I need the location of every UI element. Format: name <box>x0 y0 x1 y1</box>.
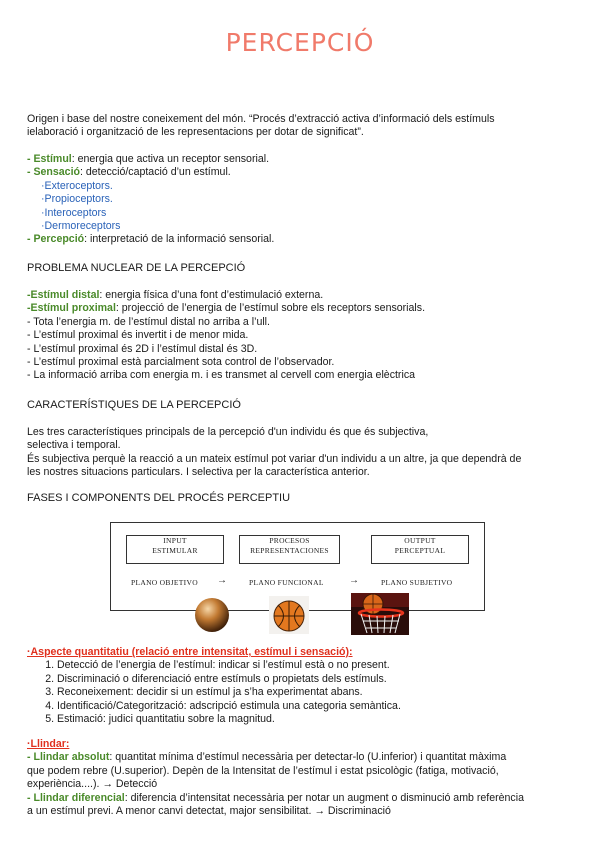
paragraph-line: Les tres característiques principals de la percepció d'un individu és que és subjectiva, <box>27 426 429 438</box>
receptor-item: ·Dermoreceptors <box>41 220 121 233</box>
section-heading-problema: PROBLEMA NUCLEAR DE LA PERCEPCIÓ <box>27 262 246 274</box>
basketball-hoop-image <box>351 593 409 635</box>
threshold-section <box>27 738 582 818</box>
list-item: 2. Discriminació o diferenciació entre estímuls o propietats dels estímuls. <box>57 673 582 686</box>
input-box <box>126 535 224 564</box>
box-line: PERCEPTUAL <box>394 546 446 555</box>
processes-box <box>239 535 340 564</box>
box-line: OUTPUT <box>404 536 436 545</box>
section-heading-quantitatiu: ·Aspecte quantitatiu (relació entre intensitat, estímul i sensació): <box>27 646 353 658</box>
definition: : energia que activa un receptor sensorial. <box>71 153 270 165</box>
receptor-item: ·Exteroceptors. <box>41 179 113 192</box>
list-item: 3. Reconeixement: decidir si un estímul ja s’ha experimentat abans. <box>57 686 582 699</box>
quantitative-section <box>27 646 582 726</box>
def-proximal <box>27 302 582 315</box>
def-llindar-absolut <box>27 751 582 764</box>
term: - Llindar diferencial <box>27 791 125 804</box>
definition: : quantitat mínima d’estímul necessària per detectar-lo (U.inferior) i quantitat màxima <box>109 751 507 764</box>
term: - Sensació <box>27 166 80 179</box>
output-box <box>371 535 469 564</box>
paragraph-line: És subjectiva perquè la reacció a un mateix estímul pot variar d'un individu a un altre, ja que dependrà de <box>27 452 522 465</box>
box-line: PROCESOS <box>269 536 310 545</box>
list-item: 5. Estimació: judici quantitatiu sobre la magnitud. <box>57 713 582 726</box>
section-heading-fases: FASES I COMPONENTS DEL PROCÉS PERCEPTIU <box>27 492 291 504</box>
plane-functional-label: PLANO FUNCIONAL <box>249 578 324 587</box>
definition: : interpretació de la informació sensorial. <box>84 233 275 246</box>
def-llindar-diferencial <box>27 792 582 805</box>
list-item: - L’estímul proximal és invertit i de menor mida. <box>27 329 249 342</box>
definitions <box>27 153 582 247</box>
term: -Estímul proximal <box>27 302 116 315</box>
sphere-image <box>194 597 230 633</box>
paragraph-line: a un estímul previ. A menor canvi detectat, major sensibilitat. → Discriminació <box>27 805 391 818</box>
caracteristiques-section <box>27 426 582 480</box>
term: - Llindar absolut <box>27 751 110 764</box>
section-heading-caracteristiques: CARACTERÍSTIQUES DE LA PERCEPCIÓ <box>27 399 241 411</box>
list-item: 1. Detecció de l’energia de l’estímul: indicar si l’estímul està o no present. <box>57 659 582 672</box>
page-title: PERCEPCIÓ <box>225 28 375 57</box>
box-line: REPRESENTACIONES <box>250 546 329 555</box>
term: - Percepció <box>27 233 85 246</box>
definition: : energia física d’una font d’estimulació externa. <box>99 289 324 301</box>
paragraph-line: selectiva i temporal. <box>27 439 121 452</box>
plane-subjective-label: PLANO SUBJETIVO <box>381 578 453 587</box>
quantitative-list <box>27 659 582 726</box>
def-estimul <box>27 153 582 166</box>
problema-section <box>27 289 582 383</box>
basketball-image <box>269 596 309 634</box>
definition: : diferencia d’intensitat necessària per notar un augment o disminució amb referència <box>124 791 524 804</box>
section-heading-llindar: ·Llindar: <box>27 738 70 750</box>
receptor-item: ·Interoceptors <box>41 206 107 219</box>
paragraph-line: que podem rebre (U.superior). Depèn de la Intensitat de l’estímul i estat psicològic (fatiga, motivació, <box>27 764 499 777</box>
receptor-item: ·Propioceptors. <box>41 193 113 206</box>
box-line: ESTIMULAR <box>152 546 198 555</box>
def-sensacio <box>27 166 582 179</box>
right-arrow-icon: → <box>349 575 359 586</box>
right-arrow-icon: → <box>217 575 227 586</box>
list-item: - La informació arriba com energia m. i es transmet al cervell com energia elèctrica <box>27 369 416 382</box>
def-distal <box>27 289 582 302</box>
list-item: - L’estímul proximal està parcialment sota control de l’observador. <box>27 356 335 369</box>
paragraph-line: experiència....). → Detecció <box>27 778 158 791</box>
intro-line: ielaboració i organització de les representacions per dotar de significat”. <box>27 126 364 139</box>
def-percepcio <box>27 233 582 246</box>
list-item: - Tota l’energia m. de l’estímul distal no arriba a l’ull. <box>27 315 270 328</box>
box-line: INPUT <box>163 536 187 545</box>
list-item: 4. Identificació/Categorització: adscripció estimula una categoria semàntica. <box>57 700 582 713</box>
plane-objective-label: PLANO OBJETIVO <box>131 578 198 587</box>
term: - Estímul <box>27 153 72 165</box>
intro-paragraph <box>27 113 582 140</box>
definition: : projecció de l’energia de l’estímul sobre els receptors sensorials. <box>115 302 426 315</box>
list-item: - L’estímul proximal és 2D i l’estímul distal és 3D. <box>27 342 258 355</box>
term: -Estímul distal <box>27 289 100 301</box>
definition: : detecció/captació d’un estímul. <box>80 166 231 179</box>
intro-line: Origen i base del nostre coneixement del món. “Procés d’extracció activa d’informació dels estímuls <box>27 113 495 125</box>
paragraph-line: les nostres situacions particulars. I selectiva per la característica anterior. <box>27 466 370 479</box>
